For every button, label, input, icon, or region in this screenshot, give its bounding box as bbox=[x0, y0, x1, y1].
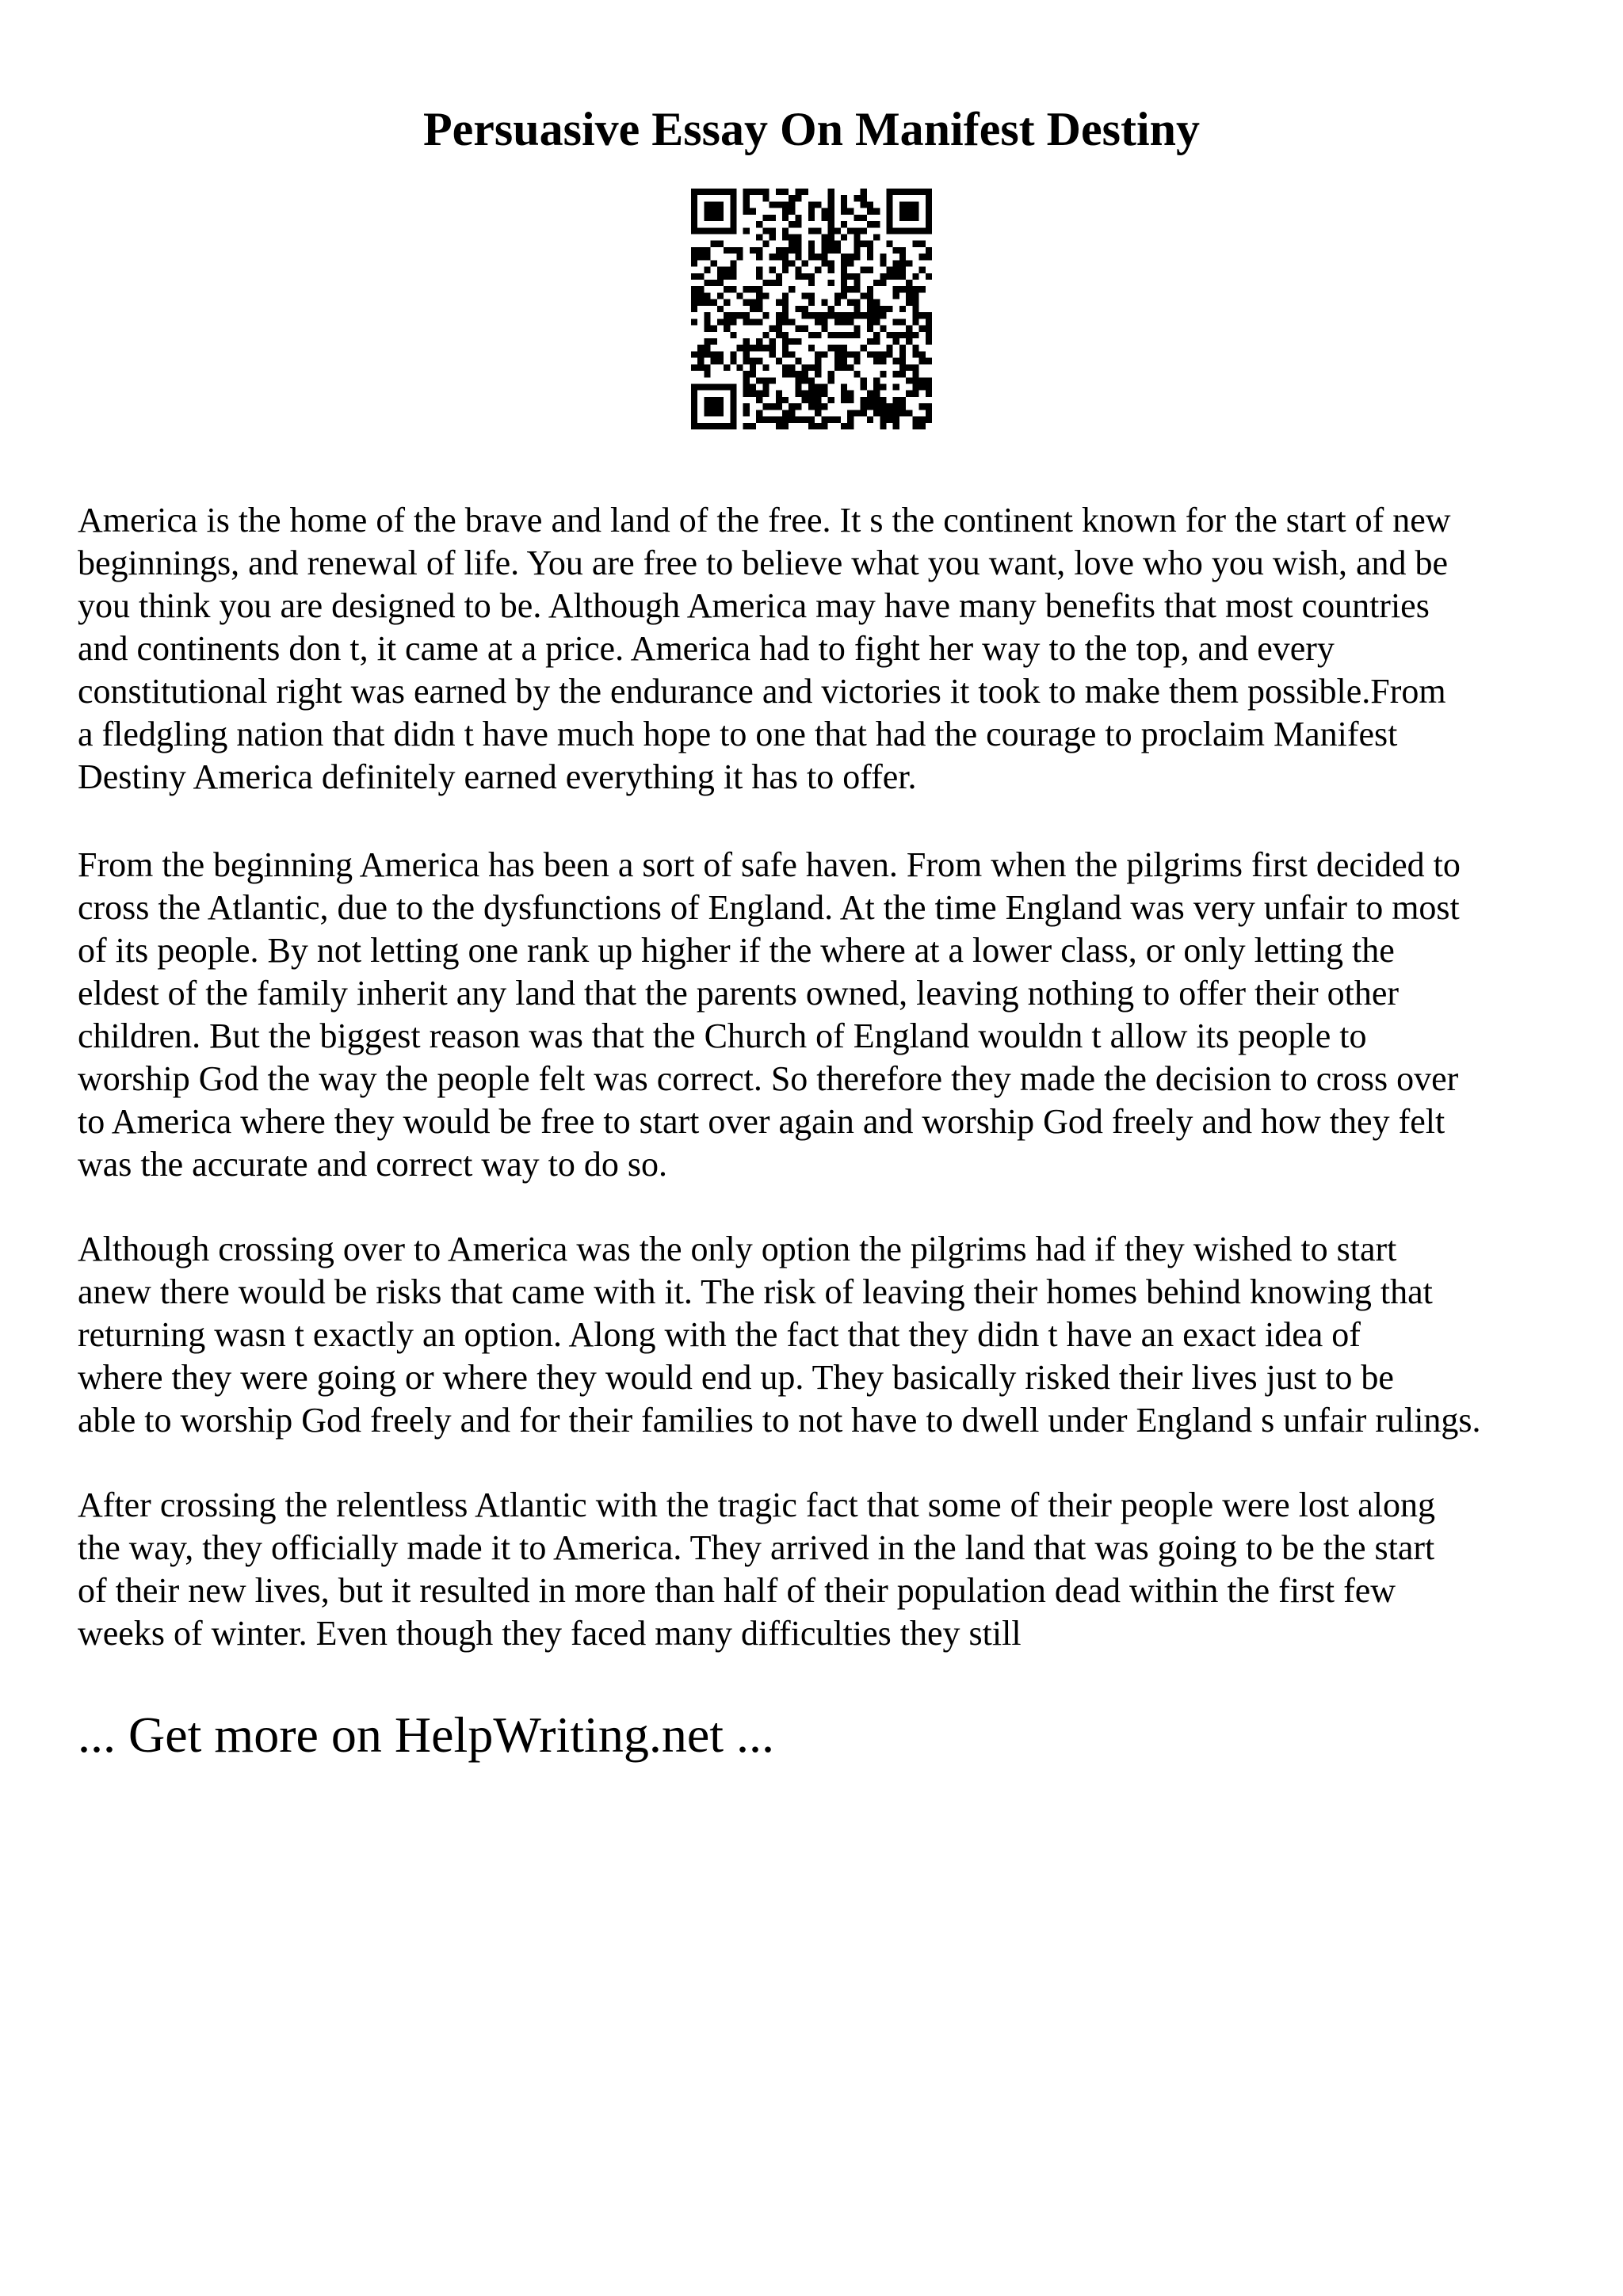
text-line: a fledgling nation that didn t have much hope to one that had the courage to proclaim Manifest bbox=[78, 715, 1398, 753]
paragraph-4 bbox=[78, 1484, 1568, 1655]
text-line: After crossing the relentless Atlantic with the tragic fact that some of their people were lost along bbox=[78, 1486, 1436, 1524]
qr-code-icon bbox=[691, 189, 932, 429]
text-line: and continents don t, it came at a price. America had to fight her way to the top, and every bbox=[78, 629, 1335, 668]
text-line: of their new lives, but it resulted in more than half of their population dead within the first few bbox=[78, 1571, 1396, 1610]
text-line: anew there would be risks that came with it. The risk of leaving their homes behind knowing that bbox=[78, 1272, 1433, 1311]
text-line: you think you are designed to be. Although America may have many benefits that most countries bbox=[78, 586, 1430, 625]
document-title: Persuasive Essay On Manifest Destiny bbox=[423, 103, 1200, 155]
text-line: beginnings, and renewal of life. You are free to believe what you want, love who you wish, and be bbox=[78, 543, 1448, 582]
text-line: America is the home of the brave and land of the free. It s the continent known for the start of new bbox=[78, 501, 1451, 540]
text-line: able to worship God freely and for their families to not have to dwell under England s unfair rulings. bbox=[78, 1401, 1481, 1440]
text-line: Although crossing over to America was the only option the pilgrims had if they wished to start bbox=[78, 1230, 1397, 1268]
text-line: constitutional right was earned by the endurance and victories it took to make them possible.From bbox=[78, 672, 1446, 711]
text-line: From the beginning America has been a sort of safe haven. From when the pilgrims first decided to bbox=[78, 845, 1461, 884]
paragraph-3 bbox=[78, 1228, 1568, 1442]
text-line: weeks of winter. Even though they faced many difficulties they still bbox=[78, 1614, 1022, 1653]
text-line: to America where they would be free to start over again and worship God freely and how they felt bbox=[78, 1102, 1445, 1141]
text-line: where they were going or where they would end up. They basically risked their lives just to be bbox=[78, 1358, 1394, 1397]
text-line: was the accurate and correct way to do so. bbox=[78, 1145, 668, 1184]
text-line: cross the Atlantic, due to the dysfunctions of England. At the time England was very unfair to most bbox=[78, 888, 1460, 927]
text-line: Destiny America definitely earned everything it has to offer. bbox=[78, 757, 917, 796]
text-line: worship God the way the people felt was correct. So therefore they made the decision to cross over bbox=[78, 1059, 1459, 1098]
paragraph-2 bbox=[78, 844, 1568, 1186]
text-line: the way, they officially made it to America. They arrived in the land that was going to be the start bbox=[78, 1528, 1435, 1567]
text-line: children. But the biggest reason was that the Church of England wouldn t allow its people to bbox=[78, 1016, 1367, 1055]
paragraph-1 bbox=[78, 499, 1568, 799]
text-line: returning wasn t exactly an option. Along with the fact that they didn t have an exact idea of bbox=[78, 1315, 1361, 1354]
text-line: of its people. By not letting one rank up higher if the where at a lower class, or only letting the bbox=[78, 931, 1395, 970]
text-line: eldest of the family inherit any land that the parents owned, leaving nothing to offer their other bbox=[78, 974, 1400, 1013]
get-more-link[interactable]: ... Get more on HelpWriting.net ... bbox=[78, 1707, 774, 1763]
